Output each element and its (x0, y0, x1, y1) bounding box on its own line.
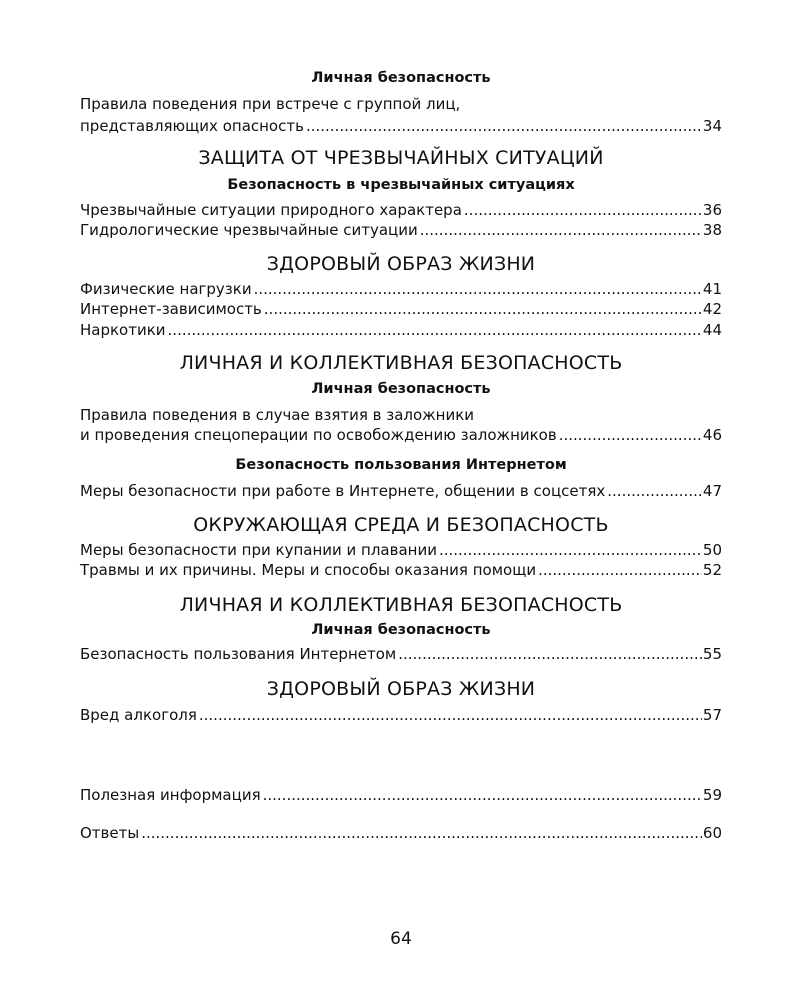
dot-leader (168, 320, 702, 340)
toc-entry-text: и проведения спецоперации по освобождению заложников (80, 426, 557, 444)
toc-entry-text: Безопасность пользования Интернетом (80, 645, 397, 663)
section-heading: ЗДОРОВЫЙ ОБРАЗ ЖИЗНИ (266, 253, 536, 275)
toc-entry (80, 200, 722, 220)
toc-entry-page: 42 (702, 300, 722, 318)
toc-entry-text: Правила поведения в случае взятия в заложники (80, 406, 475, 424)
toc-entry-page: 59 (702, 786, 722, 804)
toc-entry-page: 55 (702, 645, 722, 663)
toc-entry-text: Чрезвычайные ситуации природного характера (80, 201, 462, 219)
dot-leader (263, 785, 702, 805)
page-number: 64 (390, 929, 412, 949)
toc-entry-page: 46 (702, 426, 722, 444)
toc-entry-page: 38 (702, 221, 722, 239)
toc-entry (80, 299, 722, 319)
toc-entry-text: Физические нагрузки (80, 280, 252, 298)
toc-entry (80, 785, 722, 805)
dot-leader (398, 644, 702, 664)
toc-entry (80, 279, 722, 299)
toc-entry-page: 57 (702, 706, 722, 724)
toc-entry (80, 481, 722, 501)
subsection-heading: Безопасность в чрезвычайных ситуациях (227, 177, 575, 193)
subsection-heading: Личная безопасность (311, 70, 491, 86)
toc-entry-page: 36 (702, 201, 722, 219)
dot-leader (264, 299, 702, 319)
toc-entry (80, 705, 722, 725)
toc-entry-page: 44 (702, 321, 722, 339)
toc-entry-text: Правила поведения при встрече с группой лиц, (80, 95, 461, 113)
toc-entry (80, 540, 722, 560)
toc-entry-text: Травмы и их причины. Меры и способы оказания помощи (80, 561, 537, 579)
toc-entry-text: Полезная информация (80, 786, 261, 804)
section-heading: ЗАЩИТА ОТ ЧРЕЗВЫЧАЙНЫХ СИТУАЦИЙ (198, 147, 604, 169)
dot-leader (420, 220, 702, 240)
dot-leader (306, 116, 702, 136)
toc-entry-text: Наркотики (80, 321, 166, 339)
toc-entry-text: Меры безопасности при работе в Интернете, общении в соцсетях (80, 482, 606, 500)
toc-entry-text: Интернет-зависимость (80, 300, 262, 318)
dot-leader (464, 200, 702, 220)
section-heading: ЛИЧНАЯ И КОЛЛЕКТИВНАЯ БЕЗОПАСНОСТЬ (179, 594, 623, 616)
subsection-heading: Личная безопасность (311, 381, 491, 397)
dot-leader (254, 279, 702, 299)
dot-leader (439, 540, 702, 560)
table-of-contents (80, 0, 722, 1000)
subsection-heading: Безопасность пользования Интернетом (235, 457, 567, 473)
toc-entry (80, 823, 722, 843)
toc-entry-text: представляющих опасность (80, 117, 304, 135)
toc-entry-text: Вред алкоголя (80, 706, 197, 724)
toc-entry-text: Меры безопасности при купании и плавании (80, 541, 437, 559)
dot-leader (607, 481, 702, 501)
toc-entry (80, 320, 722, 340)
toc-entry (80, 425, 722, 445)
dot-leader (141, 823, 702, 843)
subsection-heading: Личная безопасность (311, 622, 491, 638)
dot-leader (538, 560, 702, 580)
toc-entry-page: 47 (702, 482, 722, 500)
section-heading: ОКРУЖАЮЩАЯ СРЕДА И БЕЗОПАСНОСТЬ (193, 514, 609, 536)
section-heading: ЗДОРОВЫЙ ОБРАЗ ЖИЗНИ (266, 678, 536, 700)
toc-entry (80, 220, 722, 240)
toc-entry-text: Ответы (80, 824, 140, 842)
toc-entry-page: 41 (702, 280, 722, 298)
toc-entry (80, 560, 722, 580)
dot-leader (199, 705, 702, 725)
toc-entry-page: 52 (702, 561, 722, 579)
dot-leader (559, 425, 702, 445)
section-heading: ЛИЧНАЯ И КОЛЛЕКТИВНАЯ БЕЗОПАСНОСТЬ (179, 352, 623, 374)
toc-entry-page: 50 (702, 541, 722, 559)
toc-entry (80, 116, 722, 136)
toc-entry-text: Гидрологические чрезвычайные ситуации (80, 221, 418, 239)
toc-entry-page: 34 (702, 117, 722, 135)
toc-entry-page: 60 (702, 824, 722, 842)
toc-entry (80, 644, 722, 664)
